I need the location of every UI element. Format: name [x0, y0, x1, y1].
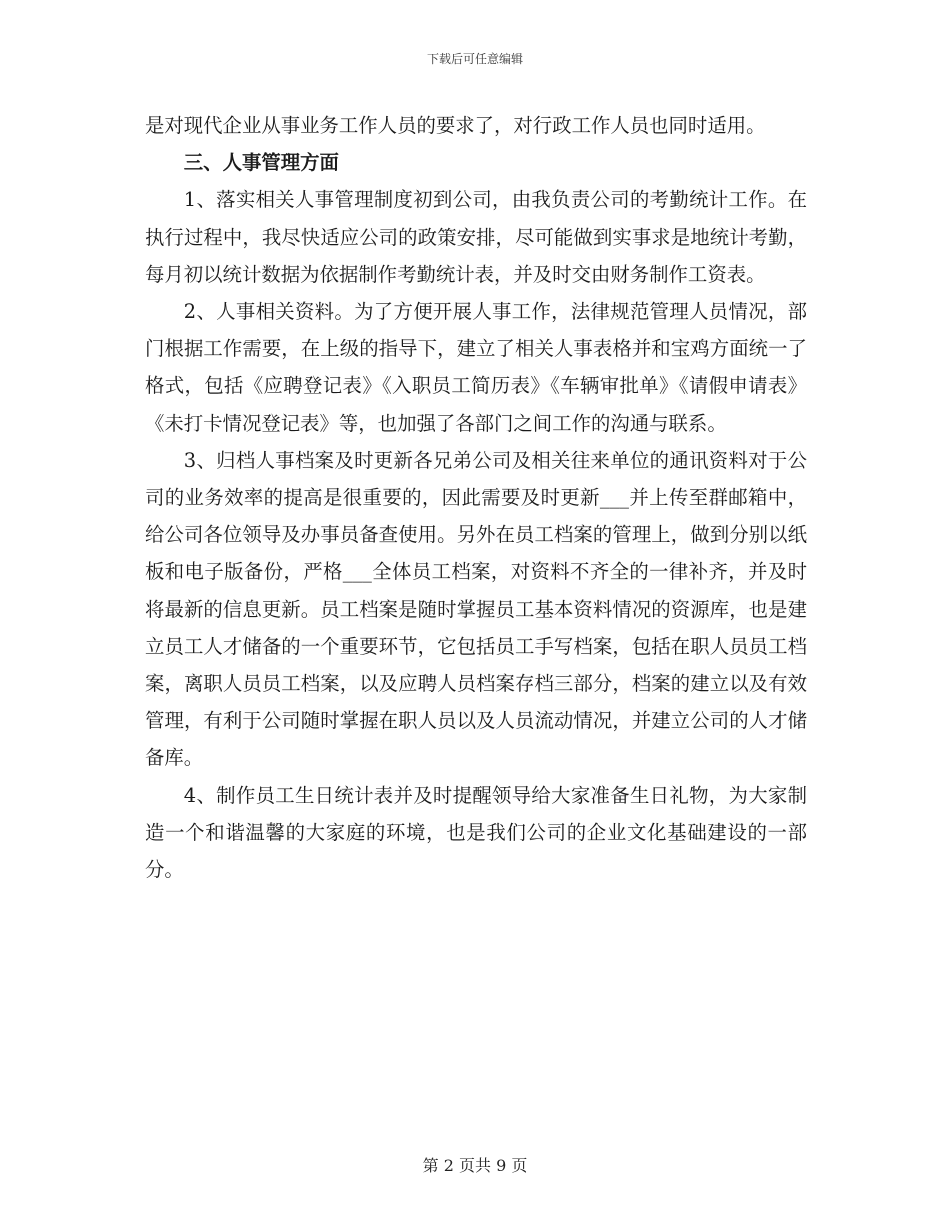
page-number: 第 2 页共 9 页 — [422, 1156, 528, 1175]
section-heading: 三、人事管理方面 — [183, 151, 339, 175]
paragraph-attendance: 1、落实相关人事管理制度初到公司，由我负责公司的考勤统计工作。在执行过程中，我尽快适应公司的政策安排，尽可能做到实事求是地统计考勤，每月初以统计数据为依据制作考勤统计表，并及时交由财务制作工资表。 — [145, 188, 807, 286]
paragraph-archives: 3、归档人事档案及时更新各兄弟公司及相关往来单位的通讯资料对于公司的业务效率的提高是很重要的，因此需要及时更新___并上传至群邮箱中，给公司各位领导及办事员备查使用。另外在员工档案的管理上，做到分别以纸板和电子版备份，严格___全体员工档案，对资料不齐全的一律补齐，并及时将最新的信息更新。员工档案是随时掌握员工基本资料情况的资源库，也是建立员工人才储备的一个重要环节，它包括员工手写档案，包括在职人员员工档案，离职人员员工档案，以及应聘人员档案存档三部分，档案的建立以及有效管理，有利于公司随时掌握在职人员以及人员流动情况，并建立公司的人才储备库。 — [145, 448, 807, 770]
paragraph-birthday: 4、制作员工生日统计表并及时提醒领导给大家准备生日礼物，为大家制造一个和谐温馨的大家庭的环境，也是我们公司的企业文化基础建设的一部分。 — [145, 783, 807, 882]
document-body — [145, 107, 807, 888]
paragraph-hr-materials: 2、人事相关资料。为了方便开展人事工作，法律规范管理人员情况，部门根据工作需要，在上级的指导下，建立了相关人事表格并和宝鸡方面统一了格式，包括《应聘登记表》《入职员工简历表》《车辆审批单》《请假申请表》《未打卡情况登记表》等，也加强了各部门之间工作的沟通与联系。 — [145, 300, 807, 435]
page-header: 下载后可任意编辑 — [426, 52, 523, 66]
paragraph-continuation: 是对现代企业从事业务工作人员的要求了，对行政工作人员也同时适用。 — [145, 114, 766, 137]
